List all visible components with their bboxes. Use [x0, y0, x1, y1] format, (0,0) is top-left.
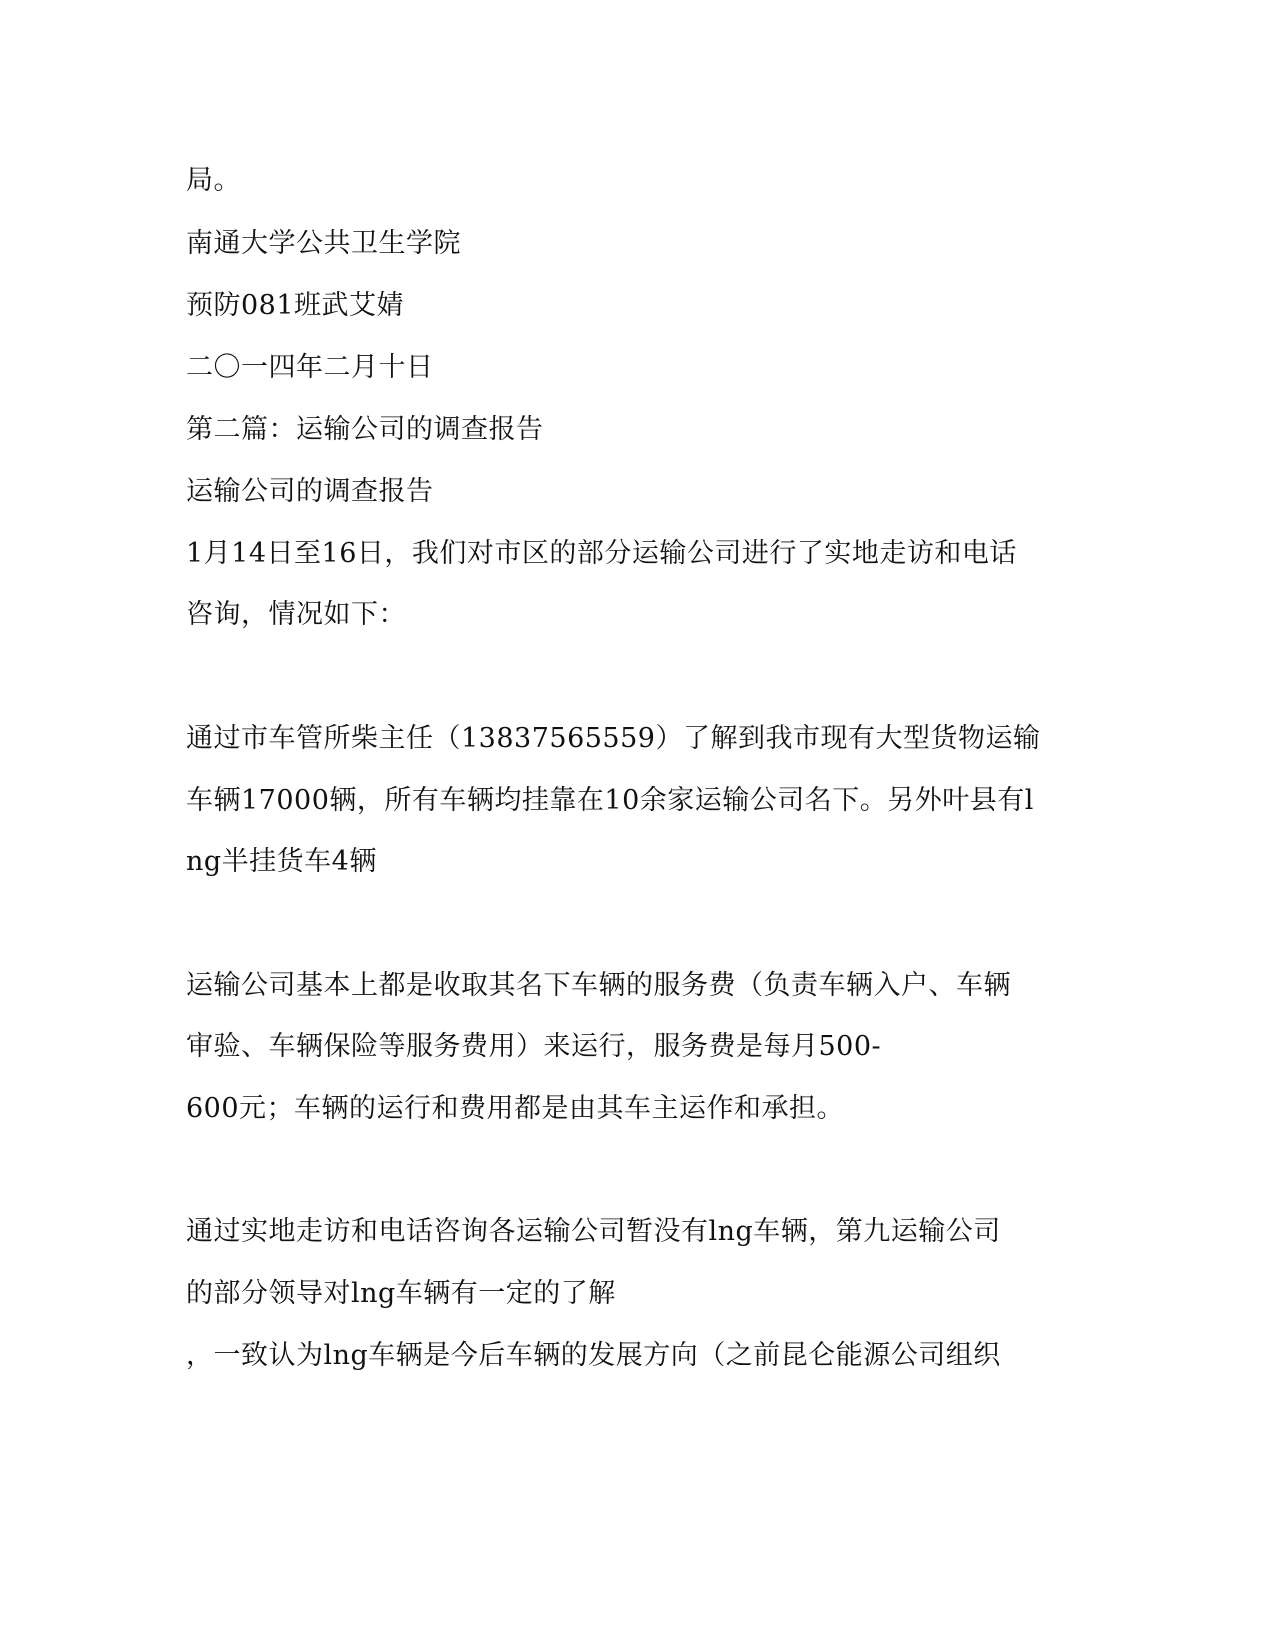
paragraph-2-line-3: ng半挂货车4辆 — [186, 846, 377, 877]
paragraph-4-line-2: 的部分领导对lng车辆有一定的了解 — [186, 1278, 616, 1309]
paragraph-1-line-2: 咨询，情况如下： — [186, 599, 406, 630]
paragraph-4-line-1: 通过实地走访和电话咨询各运输公司暂没有lng车辆，第九运输公司 — [186, 1216, 1001, 1247]
document-date: 二〇一四年二月十日 — [186, 352, 434, 383]
paragraph-1-line-1: 1月14日至16日，我们对市区的部分运输公司进行了实地走访和电话 — [186, 538, 1017, 569]
author-class-name: 预防081班武艾婧 — [186, 290, 405, 321]
report-title: 运输公司的调查报告 — [186, 476, 434, 507]
paragraph-3-line-2: 审验、车辆保险等服务费用）来运行，服务费是每月500- — [186, 1031, 882, 1062]
text-line-ending: 局。 — [186, 165, 241, 196]
paragraph-4-line-3: ，一致认为lng车辆是今后车辆的发展方向（之前昆仑能源公司组织 — [186, 1340, 1001, 1371]
paragraph-3-line-1: 运输公司基本上都是收取其名下车辆的服务费（负责车辆入户、车辆 — [186, 970, 1011, 1001]
author-school: 南通大学公共卫生学院 — [186, 228, 461, 259]
paragraph-2-line-2: 车辆17000辆，所有车辆均挂靠在10余家运输公司名下。另外叶县有l — [186, 785, 1034, 816]
paragraph-2-line-1: 通过市车管所柴主任（13837565559）了解到我市现有大型货物运输 — [186, 723, 1041, 754]
paragraph-3-line-3: 600元；车辆的运行和费用都是由其车主运作和承担。 — [186, 1093, 845, 1124]
section-heading: 第二篇：运输公司的调查报告 — [186, 414, 544, 445]
